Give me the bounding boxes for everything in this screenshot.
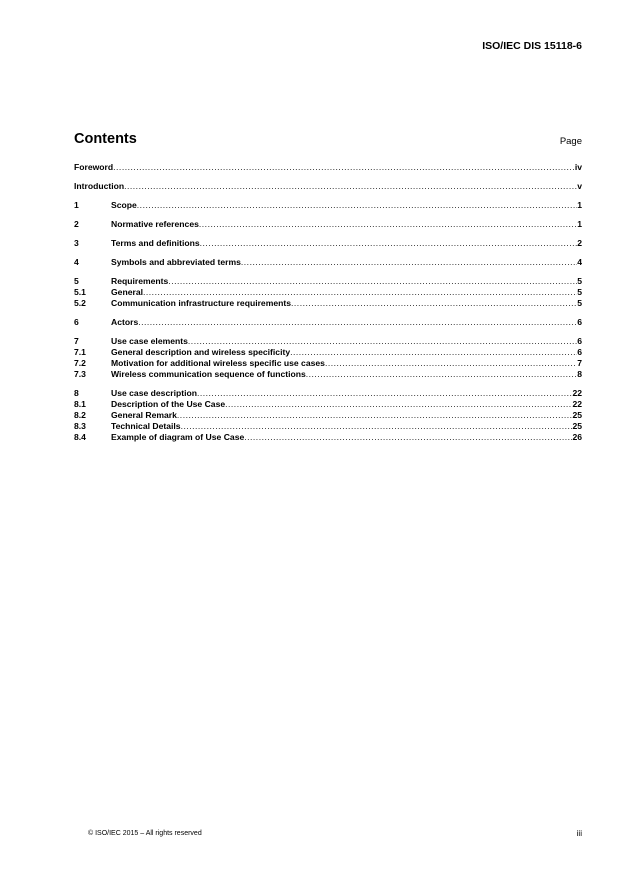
toc-entry-number: 8.1 — [74, 399, 86, 409]
toc-leader-dots — [244, 432, 572, 443]
toc-entry-number: 6 — [74, 317, 79, 327]
toc-entry-page: 25 — [572, 410, 582, 420]
toc-entry-8[interactable] — [74, 388, 582, 399]
toc-entry-title: Description of the Use Case — [111, 399, 226, 409]
toc-entry-page: 2 — [577, 238, 582, 248]
toc-entry-page: 25 — [572, 421, 582, 431]
toc-entry-number: 5.2 — [74, 298, 86, 308]
toc-entry-title: Normative references — [111, 219, 199, 229]
toc-entry-title: Use case elements — [111, 336, 188, 346]
toc-entry-number: 5 — [74, 276, 79, 286]
toc-entry-page: iv — [574, 162, 582, 172]
toc-entry-6[interactable] — [74, 317, 582, 328]
toc-entry-title: Wireless communication sequence of functions — [111, 369, 306, 379]
toc-entry-7-2[interactable] — [74, 358, 582, 369]
toc-entry-8-2[interactable] — [74, 410, 582, 421]
toc-entry-title: Motivation for additional wireless specific use cases — [111, 358, 325, 368]
toc-leader-dots — [137, 200, 577, 211]
toc-leader-dots — [177, 410, 573, 421]
toc-entry-5[interactable] — [74, 276, 582, 287]
toc-entry-number: 4 — [74, 257, 79, 267]
toc-entry-number: 7.1 — [74, 347, 86, 357]
toc-leader-dots — [290, 347, 577, 358]
toc-entry-foreword[interactable] — [74, 162, 582, 173]
contents-heading: Contents — [74, 131, 137, 147]
toc-entry-page: 5 — [577, 287, 582, 297]
toc-entry-title: Actors — [111, 317, 139, 327]
toc-entry-title: Introduction — [74, 181, 125, 191]
toc-entry-number: 2 — [74, 219, 79, 229]
toc-entry-7-3[interactable] — [74, 369, 582, 380]
toc-leader-dots — [291, 298, 577, 309]
toc-entry-page: 8 — [577, 369, 582, 379]
toc-entry-8-1[interactable] — [74, 399, 582, 410]
page-number: iii — [576, 829, 582, 838]
toc-entry-page: 6 — [577, 347, 582, 357]
toc-entry-number: 8.3 — [74, 421, 86, 431]
document-id: ISO/IEC DIS 15118-6 — [482, 40, 582, 52]
toc-entry-page: 1 — [577, 200, 582, 210]
toc-entry-8-3[interactable] — [74, 421, 582, 432]
toc-entry-page: 5 — [577, 298, 582, 308]
toc-entry-1[interactable] — [74, 200, 582, 211]
toc-leader-dots — [143, 287, 577, 298]
toc-entry-title: General description and wireless specificity — [111, 347, 291, 357]
toc-entry-5-1[interactable] — [74, 287, 582, 298]
table-of-contents — [74, 162, 582, 443]
toc-entry-title: Use case description — [111, 388, 197, 398]
toc-entry-3[interactable] — [74, 238, 582, 249]
toc-entry-7[interactable] — [74, 336, 582, 347]
toc-entry-introduction[interactable] — [74, 181, 582, 192]
toc-entry-page: 6 — [577, 317, 582, 327]
toc-entry-title: Requirements — [111, 276, 169, 286]
toc-leader-dots — [168, 276, 577, 287]
toc-entry-page: 4 — [577, 257, 582, 267]
toc-leader-dots — [241, 257, 577, 268]
toc-entry-number: 5.1 — [74, 287, 86, 297]
toc-leader-dots — [306, 369, 577, 380]
toc-entry-title: Scope — [111, 200, 137, 210]
toc-leader-dots — [138, 317, 577, 328]
toc-entry-page: 6 — [577, 336, 582, 346]
toc-entry-number: 3 — [74, 238, 79, 248]
toc-leader-dots — [200, 238, 578, 249]
toc-entry-title: Example of diagram of Use Case — [111, 432, 245, 442]
toc-leader-dots — [199, 219, 577, 230]
toc-entry-number: 8 — [74, 388, 79, 398]
toc-entry-page: 1 — [577, 219, 582, 229]
toc-entry-page: v — [577, 181, 582, 191]
toc-entry-title: Communication infrastructure requirements — [111, 298, 292, 308]
toc-entry-title: Technical Details — [111, 421, 181, 431]
copyright-notice: © ISO/IEC 2015 – All rights reserved — [88, 830, 202, 837]
toc-entry-2[interactable] — [74, 219, 582, 230]
toc-entry-title: Foreword — [74, 162, 114, 172]
toc-entry-title: Symbols and abbreviated terms — [111, 257, 241, 267]
toc-entry-number: 1 — [74, 200, 79, 210]
page-column-label: Page — [559, 136, 582, 147]
toc-entry-number: 7.2 — [74, 358, 86, 368]
toc-entry-8-4[interactable] — [74, 432, 582, 443]
toc-entry-page: 22 — [572, 399, 582, 409]
toc-leader-dots — [225, 399, 572, 410]
toc-leader-dots — [124, 181, 577, 192]
toc-entry-page: 26 — [572, 432, 582, 442]
toc-entry-title: Terms and definitions — [111, 238, 200, 248]
toc-entry-7-1[interactable] — [74, 347, 582, 358]
toc-entry-number: 8.4 — [74, 432, 86, 442]
toc-entry-title: General Remark — [111, 410, 177, 420]
toc-entry-page: 7 — [577, 358, 582, 368]
toc-entry-title: General — [111, 287, 144, 297]
toc-leader-dots — [113, 162, 575, 173]
toc-entry-page: 5 — [577, 276, 582, 286]
toc-entry-number: 7.3 — [74, 369, 86, 379]
toc-entry-page: 22 — [572, 388, 582, 398]
toc-entry-number: 8.2 — [74, 410, 86, 420]
toc-entry-number: 7 — [74, 336, 79, 346]
toc-entry-4[interactable] — [74, 257, 582, 268]
toc-leader-dots — [181, 421, 573, 432]
toc-leader-dots — [188, 336, 577, 347]
toc-entry-5-2[interactable] — [74, 298, 582, 309]
toc-leader-dots — [325, 358, 577, 369]
toc-leader-dots — [197, 388, 572, 399]
